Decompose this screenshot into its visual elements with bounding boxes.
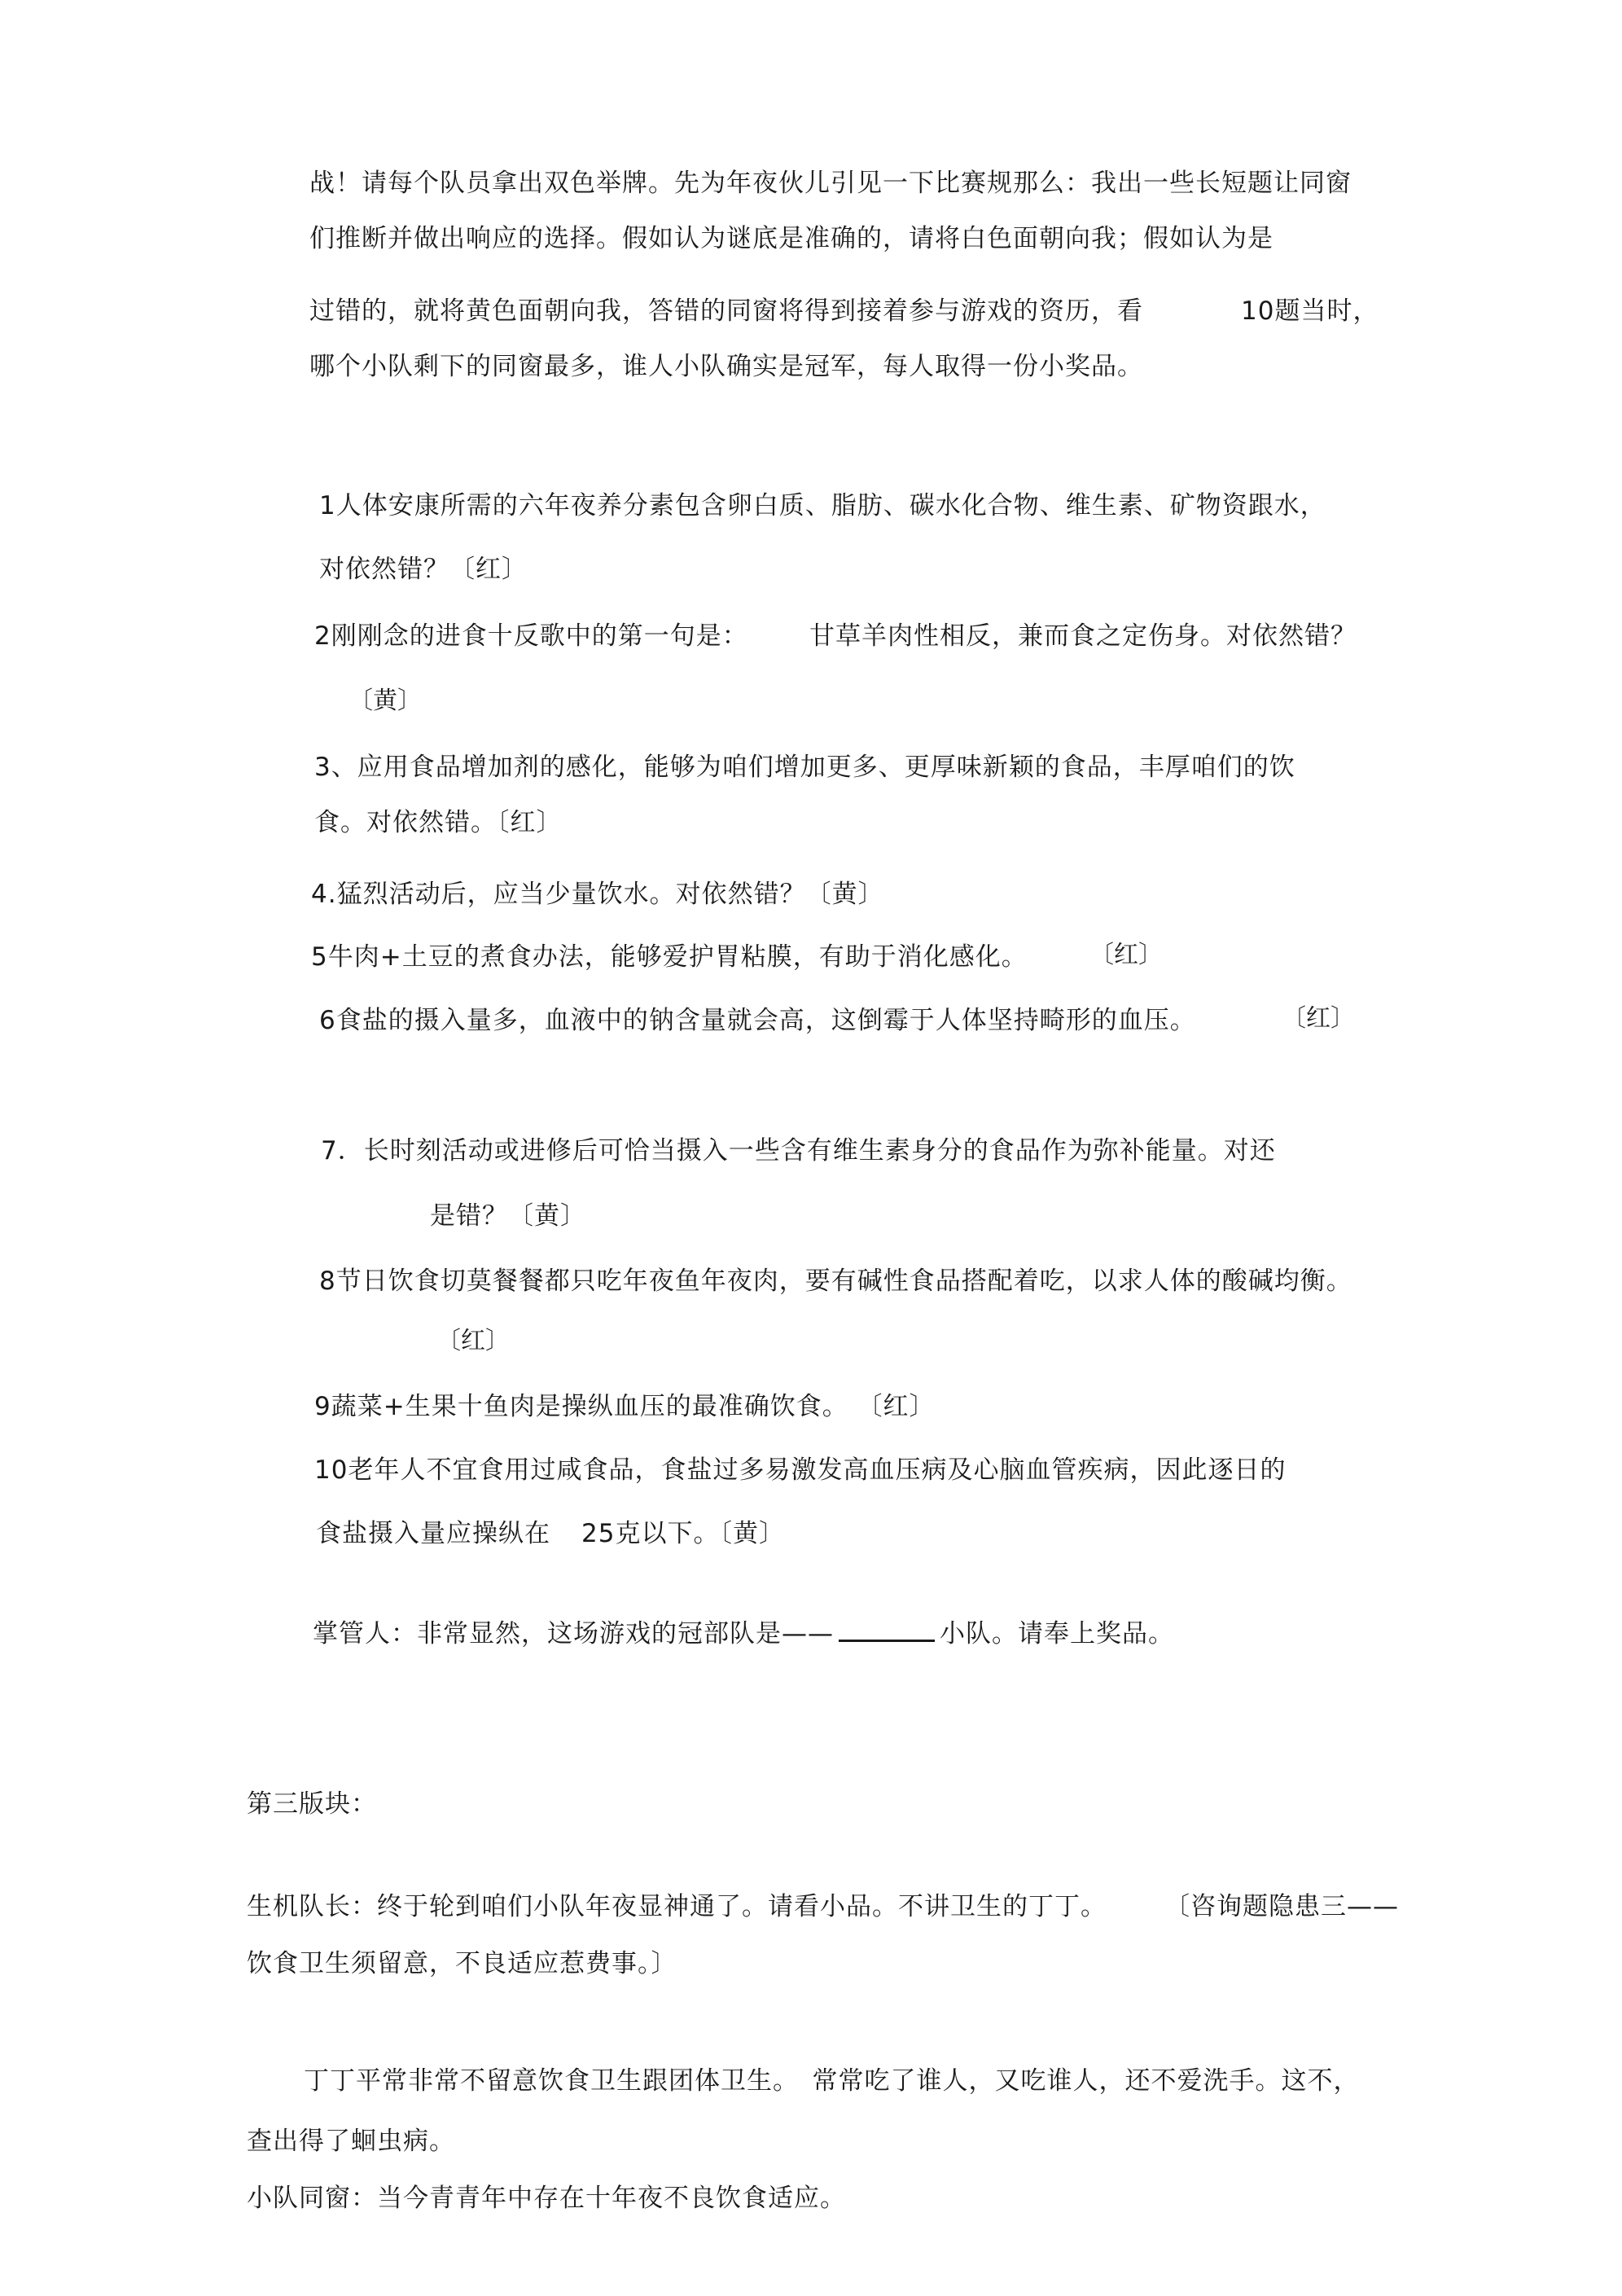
question-10-line-2: 食盐摄入量应操纵在 bbox=[316, 1519, 550, 1548]
question-9: 9蔬菜+生果十鱼肉是操纵血压的最准确饮食。 〔红〕 bbox=[314, 1392, 936, 1421]
question-5: 5牛肉+土豆的煮食办法，能够爱护胃粘膜，有助于消化感化。 bbox=[311, 942, 1028, 972]
section-3-para-2-line-2: 查出得了蛔虫病。 bbox=[247, 2127, 455, 2156]
question-2-line-1-cont: 甘草羊肉性相反，兼而食之定伤身。对依然错？ bbox=[809, 621, 1357, 651]
question-6-answer: 〔红〕 bbox=[1282, 1004, 1355, 1033]
intro-line-3: 过错的，就将黄色面朝向我，答错的同窗将得到接着参与游戏的资历，看 bbox=[309, 296, 1143, 326]
question-2-answer: 〔黄〕 bbox=[349, 687, 422, 715]
host-conclusion bbox=[313, 1615, 1174, 1650]
question-1-answer: 对依然错？〔红〕 bbox=[319, 555, 528, 584]
question-1-line-1: 1人体安康所需的六年夜养分素包含卵白质、脂肪、碳水化合物、维生素、矿物资跟水， bbox=[319, 491, 1326, 520]
question-3-line-1: 3、应用食品增加剂的感化，能够为咱们增加更多、更厚味新颖的食品，丰厚咱们的饮 bbox=[314, 753, 1295, 782]
question-5-answer: 〔红〕 bbox=[1089, 941, 1163, 969]
intro-line-3-count: 10题当时， bbox=[1241, 296, 1379, 326]
section-3-para-3: 小队同窗：当今青青年中存在十年夜不良饮食适应。 bbox=[247, 2184, 846, 2213]
section-3-para-1-line-2: 饮食卫生须留意，不良适应惹费事。〕 bbox=[247, 1949, 677, 1978]
question-6: 6食盐的摄入量多，血液中的钠含量就会高，这倒霉于人体坚持畸形的血压。 bbox=[319, 1006, 1196, 1035]
question-8-line-1: 8节日饮食切莫餐餐都只吃年夜鱼年夜肉，要有碱性食品搭配着吃，以求人体的酸碱均衡。 bbox=[319, 1267, 1352, 1296]
host-conclusion-after: 小队。请奉上奖品。 bbox=[940, 1619, 1174, 1648]
question-4: 4.猛烈活动后，应当少量饮水。对依然错？〔黄〕 bbox=[311, 880, 884, 909]
section-3-para-1-note: 〔咨询题隐患三—— bbox=[1164, 1892, 1399, 1921]
question-10-line-1: 10老年人不宜食用过咸食品，食盐过多易激发高血压病及心脑血管疾病，因此逐日的 bbox=[314, 1455, 1287, 1485]
section-3-para-1-line-1: 生机队长：终于轮到咱们小队年夜显神通了。请看小品。不讲卫生的丁丁。 bbox=[247, 1892, 1107, 1921]
question-7-line-1: 7．长时刻活动或进修后可恰当摄入一些含有维生素身分的食品作为弥补能量。对还 bbox=[321, 1136, 1276, 1166]
question-2-line-1: 2刚刚念的进食十反歌中的第一句是： bbox=[314, 621, 748, 651]
winner-blank bbox=[839, 1615, 935, 1642]
question-8-answer: 〔红〕 bbox=[436, 1327, 510, 1355]
intro-line-1: 战！请每个队员拿出双色举牌。先为年夜伙儿引见一下比赛规那么：我出一些长短题让同窗 bbox=[309, 169, 1352, 198]
question-7-line-2: 是错？〔黄〕 bbox=[430, 1201, 586, 1231]
host-conclusion-before: 掌管人：非常显然，这场游戏的冠部队是—— bbox=[313, 1619, 834, 1648]
section-3-para-2-line-1: 丁丁平常非常不留意饮食卫生跟团体卫生。 常常吃了谁人，又吃谁人，还不爱洗手。这不， bbox=[304, 2066, 1360, 2096]
question-3-line-2: 食。对依然错。〔红〕 bbox=[314, 808, 563, 837]
section-3-title: 第三版块： bbox=[247, 1789, 377, 1819]
question-10-line-2-cont: 25克以下。〔黄〕 bbox=[581, 1519, 785, 1548]
intro-line-4: 哪个小队剩下的同窗最多，谁人小队确实是冠军，每人取得一份小奖品。 bbox=[309, 352, 1143, 381]
intro-line-2: 们推断并做出响应的选择。假如认为谜底是准确的，请将白色面朝向我；假如认为是 bbox=[309, 224, 1273, 253]
